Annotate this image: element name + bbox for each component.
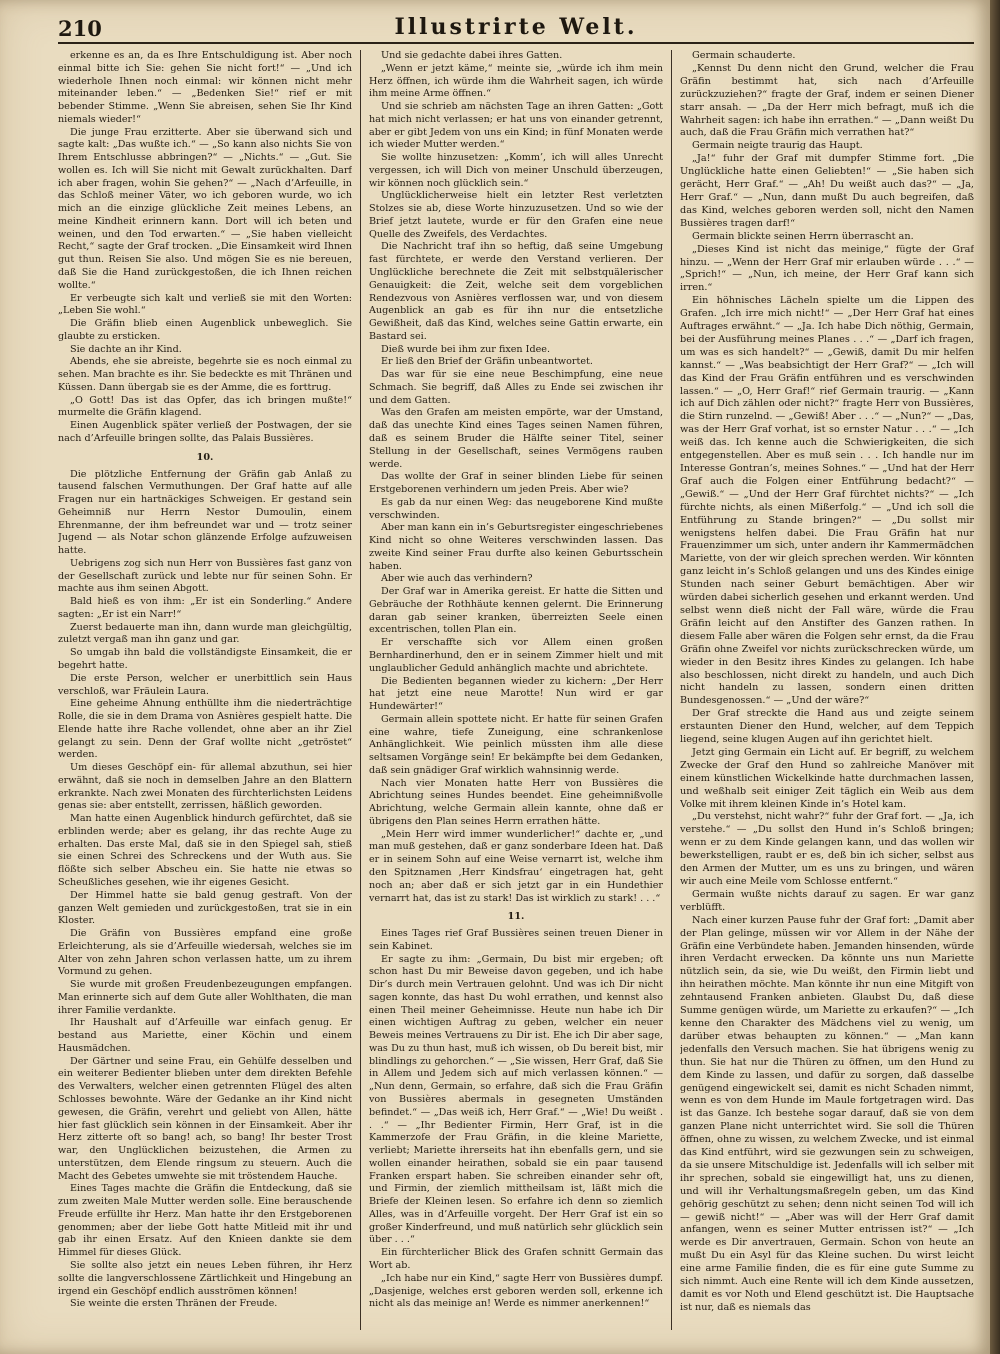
paragraph: Die Bedienten begannen wieder zu kichern: „Der Herr hat jetzt eine neue Marotte! Nun wird er gar Hundewärter!“ <box>369 675 663 713</box>
page-number: 210 <box>58 16 102 41</box>
paragraph: Sie sollte also jetzt ein neues Leben führen, ihr Herz sollte die langverschlossene Zärtlichkeit und Hingebung an irgend ein Geschöpf endlich ausströmen können! <box>58 1259 352 1297</box>
paragraph: „Mein Herr wird immer wunderlicher!“ dachte er, „und man muß gestehen, daß er ganz sonderbare Ideen hat. Daß er in seinem Sohn auf eine Weise vernarrt ist, welche ihm den Spitznamen ‚Herr Kindsfrau‘ eingetragen hat, geht noch an; aber daß er sich jetzt gar in ein Hundethier vernarrt hat, das ist zu stark! Das ist wirklich zu stark! . . .“ <box>369 828 663 904</box>
paragraph: erkenne es an, da es Ihre Entschuldigung ist. Aber noch einmal bitte ich Sie: gehen Sie nicht fort!“ — „Und ich wiederhole Ihnen noch einmal: wir können nicht mehr miteinander leben.“ — „Bedenken Sie!“ rief er mit bebender Stimme. „Wenn Sie abreisen, sehen Sie Ihr Kind niemals wieder!“ <box>58 50 352 125</box>
paragraph: „Wenn er jetzt käme,“ meinte sie, „würde ich ihm mein Herz öffnen, ich würde ihm die Wahrheit sagen, ich würde ihm meine Arme öffnen.“ <box>369 62 663 100</box>
paragraph: Der Himmel hatte sie bald genug gestraft. Von der ganzen Welt gemieden und zurückgestoßen, trat sie in ein Kloster. <box>58 889 352 927</box>
paragraph: Um dieses Geschöpf ein- für allemal abzuthun, sei hier erwähnt, daß sie noch in demselben Jahre an den Blattern erkrankte. Nach zwei Monaten des fürchterlichsten Leidens genas sie: aber entstellt, zerrissen, häßlich geworden. <box>58 762 352 812</box>
paragraph: Zuerst bedauerte man ihn, dann wurde man gleichgültig, zuletzt vergaß man ihn ganz und gar. <box>58 621 352 646</box>
paragraph: Eines Tages rief Graf Bussières seinen treuen Diener in sein Kabinet. <box>369 928 663 952</box>
paragraph: Germain neigte traurig das Haupt. <box>692 140 863 152</box>
paragraph: Und sie gedachte dabei ihres Gatten. <box>381 50 563 61</box>
paragraph: Bald hieß es von ihm: „Er ist ein Sonderling.“ Andere sagten: „Er ist ein Narr!“ <box>58 596 352 620</box>
paragraph: „Du verstehst, nicht wahr?“ fuhr der Graf fort. — „Ja, ich verstehe.“ — „Du sollst den Hund in’s Schloß bringen; wenn er zu dem Kinde gelangen kann, und das wollen wir bewerkstelligen, raubt er es, deß bin ich sicher, selbst aus den Armen der Mutter, um es uns zu bringen, und wären wir auch eine Meile vom Schlosse entfernt.“ <box>680 811 974 887</box>
paragraph: Eines Tages machte die Gräfin die Entdeckung, daß sie zum zweiten Male Mutter werden solle. Eine berauschende Freude erfüllte ihr Herz. Man hatte ihr den Erstgeborenen genommen; aber der liebe Gott hatte Mitleid mit ihr und gab ihr einen Ersatz. Auf den Knieen dankte sie dem Himmel für dieses Glück. <box>58 1183 352 1259</box>
paragraph: Unglücklicherweise hielt ein letzter Rest verletzten Stolzes sie ab, diese Worte hinzuzusetzen. Und so wie der Brief jetzt lautete, wurde er für den Grafen eine neue Quelle des Zweifels, des Verdachtes. <box>369 190 663 240</box>
paragraph: „Ich habe nur ein Kind,“ sagte Herr von Bussières dumpf. „Dasjenige, welches erst geboren werden soll, erkenne ich nicht als das meinige an! Werde es nimmer anerkennen!“ <box>369 1272 663 1310</box>
page-header <box>58 14 974 44</box>
paragraph: Die Nachricht traf ihn so heftig, daß seine Umgebung fast fürchtete, er werde den Verstand verlieren. Der Unglückliche berechnete die Zeit mit selbstquälerischer Genauigkeit: die Zeit, welche seit dem vorgeblichen Rendezvous von Asnières verflossen war, und von diesem Augenblick an gab es für ihn nur die entsetzliche Gewißheit, daß das Kind, welches seine Gattin erwarte, ein Bastard sei. <box>369 241 663 342</box>
paragraph: Ein fürchterlicher Blick des Grafen schnitt Germain das Wort ab. <box>369 1247 663 1271</box>
paragraph: Germain allein spottete nicht. Er hatte für seinen Grafen eine wahre, tiefe Zuneigung, eine schrankenlose Anhänglichkeit. Wie peinlich müssten ihm alle diese seltsamen Vorgänge sein! Er bekämpfte bei dem Gedanken, daß sein gnädiger Graf wirklich wahnsinnig werde. <box>369 713 663 776</box>
paragraph: Was den Grafen am meisten empörte, war der Umstand, daß das unechte Kind eines Tages seinen Namen führen, daß es seinem Bruder die Hälfte seiner Titel, seiner Stellung in der Gesellschaft, seines Vermögens rauben werde. <box>369 407 663 470</box>
column-divider <box>671 50 672 1330</box>
paragraph: Der Gärtner und seine Frau, ein Gehülfe desselben und ein weiterer Bedienter blieben unter dem direkten Befehle des Verwalters, welcher einen getrennten Flügel des alten Schlosses bewohnte. Wäre der Gedanke an ihr Kind nicht gewesen, die Gräfin, verehrt und geliebt von Allen, hätte hier fast glücklich sein können in der Einsamkeit. Aber ihr Herz zitterte oft so bang! ach, so bang! Ihr bester Trost war, den Unglücklichen beizustehen, die Armen zu unterstützen, dem Elende ringsum zu steuern. Auch die Macht des Gebetes umwehte sie mit tröstendem Hauche. <box>58 1055 352 1182</box>
paragraph: Abends, ehe sie abreiste, begehrte sie es noch einmal zu sehen. Man brachte es ihr. Sie bedeckte es mit Thränen und Küssen. Dann übergab sie es der Amme, die es forttrug. <box>58 356 352 393</box>
paragraph: Der Graf streckte die Hand aus und zeigte seinem erstaunten Diener den Hund, welcher, auf dem Teppich liegend, seine klugen Augen auf ihn gerichtet hielt. <box>680 708 974 746</box>
paragraph: So umgab ihn bald die vollständigste Einsamkeit, die er begehrt hatte. <box>58 647 352 671</box>
text-columns <box>58 50 974 1330</box>
column-divider <box>360 50 361 1330</box>
paragraph: Uebrigens zog sich nun Herr von Bussières fast ganz von der Gesellschaft zurück und lebte nur für seinen Sohn. Er machte aus ihm seinen Abgott. <box>58 557 352 595</box>
paragraph: Die erste Person, welcher er unerbittlich sein Haus verschloß, war Fräulein Laura. <box>58 672 352 697</box>
paragraph: „Kennst Du denn nicht den Grund, welcher die Frau Gräfin bestimmt hat, sich nach d’Arfeuille zurückzuziehen?“ fragte der Graf, indem er seinen Diener starr ansah. — „Da der Herr mich befragt, muß ich die Wahrheit sagen: ich habe ihn errathen.“ — „Dann weißt Du auch, daß die Frau Gräfin mich verrathen hat?“ <box>680 62 974 139</box>
paragraph: Ein höhnisches Lächeln spielte um die Lippen des Grafen. „Ich irre mich nicht!“ — „Der Herr Graf hat eines Auftrages erwähnt.“ — „Ja. Ich habe Dich nöthig, Germain, bei der Ausführung meines Planes . . .“ — „Darf ich fragen, um was es sich handelt?“ — „Gewiß, damit Du mir helfen kannst.“ — „Was beabsichtigt der Herr Graf?“ — „Ich will das Kind der Frau Gräfin entführen und es verschwinden lassen.“ — „O, Herr Graf!“ rief Germain traurig. — „Kann ich auf Dich zählen oder nicht?“ fragte Herr von Bussières, die Stirn runzelnd. — „Gewiß! Aber . . .“ — „Nun?“ — „Das, was der Herr Graf vorhat, ist so ernster Natur . . .“ — „Ich weiß das. Ich kenne auch die Schwierigkeiten, die sich entgegenstellen. Aber es muß sein . . . Ich handle nur im Interesse Gontran’s, meines Sohnes.“ — „Und hat der Herr Graf auch die Folgen einer Entführung bedacht?“ — „Gewiß.“ — „Und der Herr Graf fürchtet nichts?“ — „Ich fürchte nichts, als einen Mißerfolg.“ — „Und ich soll die Entführung zu Stande bringen?“ — „Du sollst mir wenigstens helfen dabei. Die Frau Gräfin hat nur Frauenzimmer um sich, unter andern ihr Kammermädchen Mariette, von der wir gleich sprechen werden. Wir könnten ganz leicht in’s Schloß gelangen und uns des Kindes einige Stunden nach seiner Geburt bemächtigen. Aber wir würden dabei sicherlich gesehen und erkannt werden. Und selbst wenn dieß nicht der Fall wäre, würde die Frau Gräfin leicht auf den Anstifter des Ganzen rathen. In diesem Falle aber wären die Folgen sehr ernst, da die Frau Gräfin ohne Zweifel vor nichts zurückschrecken würde, um wieder in den Besitz ihres Kindes zu gelangen. Ich habe also beschlossen, nicht direkt zu handeln, und auch Dich nicht handeln zu lassen, sondern einen dritten Bundesgenossen.“ — „Und der wäre?“ <box>680 295 974 707</box>
paragraph: „O Gott! Das ist das Opfer, das ich bringen mußte!“ murmelte die Gräfin klagend. <box>58 394 352 419</box>
paragraph: Jetzt ging Germain ein Licht auf. Er begriff, zu welchem Zwecke der Graf den Hund so zahlreiche Manöver mit einem künstlichen Wickelkinde hatte durchmachen lassen, und weßhalb seit einiger Zeit täglich ein Weib aus dem Volke mit ihrem kleinen Kinde in’s Hotel kam. <box>680 746 974 810</box>
paragraph: Er ließ den Brief der Gräfin unbeantwortet. <box>381 356 593 368</box>
paragraph: Die Gräfin blieb einen Augenblick unbeweglich. Sie glaubte zu ersticken. <box>58 318 352 342</box>
paragraph: Sie wurde mit großen Freudenbezeugungen empfangen. Man erinnerte sich auf dem Gute aller Wohlthaten, die man ihrer Familie verdankte. <box>58 979 352 1016</box>
paragraph: Die junge Frau erzitterte. Aber sie überwand sich und sagte kalt: „Das wußte ich.“ — „So kann also nichts Sie von Ihrem Entschlusse abbringen?“ — „Nichts.“ — „Gut. Sie wollen es. Ich will Sie nicht mit Gewalt zurückhalten. Darf ich aber fragen, wohin Sie gehen?“ — „Nach d’Arfeuille, in das Schloß meiner Väter, wo ich geboren wurde, wo ich mich an die einzige glückliche Zeit meines Lebens, an meine Kindheit erinnern kann. Dort will ich beten und weinen, und den Tod erwarten.“ — „Sie haben vielleicht Recht,“ sagte der Graf trocken. „Die Einsamkeit wird Ihnen gut thun. Reisen Sie also. Und mögen Sie es nie bereuen, daß Sie die Hand zurückgestoßen, die ich Ihnen reichen wollte.“ <box>58 126 352 291</box>
paragraph: „Dieses Kind ist nicht das meinige,“ fügte der Graf hinzu. — „Wenn der Herr Graf mir erlauben würde . . .“ — „Sprich!“ — „Nun, ich meine, der Herr Graf kann sich irren.“ <box>680 243 974 294</box>
paragraph: Die plötzliche Entfernung der Gräfin gab Anlaß zu tausend falschen Vermuthungen. Der Graf hatte auf alle Fragen nur ein hartnäckiges Schweigen. Er gestand sein Geheimniß nur Herrn Nestor Dumoulin, einem Ehrenmanne, der ihm befreundet war und — trotz seiner Jugend — als Notar schon glänzende Erfolge aufzuweisen hatte. <box>58 468 352 557</box>
paragraph: Sie wollte hinzusetzen: „Komm’, ich will alles Unrecht vergessen, ich will Dich von meiner Unschuld überzeugen, wir können noch glücklich sein.“ <box>369 152 663 189</box>
paragraph: Es gab da nur einen Weg: das neugeborene Kind mußte verschwinden. <box>369 496 663 521</box>
paragraph: Nach vier Monaten hatte Herr von Bussières die Abrichtung seines Hundes beendet. Eine geheimnißvolle Abrichtung, welche Germain allein kannte, ohne daß er übrigens den Plan seines Herrn errathen hätte. <box>369 777 663 827</box>
paragraph: Dieß wurde bei ihm zur fixen Idee. <box>381 343 550 355</box>
paragraph: Nach einer kurzen Pause fuhr der Graf fort: „Damit aber der Plan gelinge, müssen wir vor Allem in der Nähe der Gräfin eine Verbündete haben. Jemanden hinsenden, würde ihren Verdacht erwecken. Da könnte uns nun Mariette nützlich sein, da sie, wie Du weißt, den Firmin liebt und ihn heirathen möchte. Man könnte ihr nun eine Mitgift von zehntausend Franken anbieten. Glaubst Du, daß diese Summe genügen würde, um Mariette zu erkaufen?“ — „Ich kenne den Charakter des Mädchens viel zu wenig, um darüber etwas behaupten zu können.“ — „Man kann jedenfalls den Versuch machen. Sie hat übrigens wenig zu thun. Sie hat nur die Thüren zu öffnen, um den Hund zu dem Kinde zu lassen, und dafür zu sorgen, daß dasselbe genügend eingewickelt sei, damit es nicht Schaden nimmt, wenn es von dem Hunde im Maule fortgetragen wird. Das ist das Ganze. Ich bestehe sogar darauf, daß sie von dem ganzen Plane nicht unterrichtet wird. Sie soll die Thüren öffnen, ohne zu wissen, zu welchem Zwecke, und ist einmal das Kind entführt, wird sie gezwungen sein zu schweigen, da sie unsere Mitschuldige ist. Jedenfalls will ich selber mit ihr sprechen, sobald sie eingewilligt hat, uns zu dienen, und will ihr Verhaltungsmaßregeln geben, um das Kind gehörig geschützt zu sehen; denn nicht seinen Tod will ich — gewiß nicht!“ — „Aber was will der Herr Graf damit anfangen, wenn es seiner Mutter entrissen ist?“ — „Ich werde es Dir anvertrauen, Germain. Schon von heute an mußt Du ein Asyl für das Kleine suchen. Du wirst leicht eine arme Familie finden, die es für eine gute Summe zu sich nimmt. Auch eine Rente will ich dem Kinde aussetzen, damit es vor Noth und Elend geschützt ist. Die Hauptsache ist nur, daß es niemals das <box>680 914 974 1313</box>
paragraph: „Ja!“ fuhr der Graf mit dumpfer Stimme fort. „Die Unglückliche hatte einen Geliebten!“ — „Sie haben sich gerächt, Herr Graf.“ — „Ah! Du weißt auch das?“ — „Ja, Herr Graf.“ — „Nun, dann mußt Du auch begreifen, daß das Kind, welches geboren werden soll, nicht den Namen Bussières tragen darf!“ <box>680 153 974 229</box>
paragraph: Das war für sie eine neue Beschimpfung, eine neue Schmach. Sie begriff, daß Alles zu Ende sei zwischen ihr und dem Gatten. <box>369 369 663 406</box>
paragraph: Sie weinte die ersten Thränen der Freude. <box>70 1298 278 1310</box>
paragraph: Er verschaffte sich vor Allem einen großen Bernhardinerhund, den er in seinem Zimmer hielt und mit unglaublicher Geduld anhänglich machte und abrichtete. <box>369 637 663 674</box>
column-middle <box>369 50 663 1330</box>
paragraph: Germain schauderte. <box>692 50 796 61</box>
paragraph: Sie dachte an ihr Kind. <box>70 343 182 355</box>
paragraph: Einen Augenblick später verließ der Postwagen, der sie nach d’Arfeuille bringen sollte, das Palais Bussières. <box>58 420 352 444</box>
paragraph: Und sie schrieb am nächsten Tage an ihren Gatten: „Gott hat mich nicht verlassen; er hat uns von einander getrennt, aber er gibt Jedem von uns ein Kind; in fünf Monaten werde ich wieder Mutter werden.“ <box>369 101 663 151</box>
paragraph: Germain wußte nichts darauf zu sagen. Er war ganz verblüfft. <box>680 888 974 913</box>
paragraph: Germain blickte seinen Herrn überrascht an. <box>692 230 914 242</box>
paragraph: Aber wie auch das verhindern? <box>381 573 533 585</box>
paragraph: Er verbeugte sich kalt und verließ sie mit den Worten: „Leben Sie wohl.“ <box>58 292 352 317</box>
masthead-title: Illustrirte Welt. <box>394 14 638 40</box>
column-left <box>58 50 352 1330</box>
book-binding-edge <box>990 0 1000 1354</box>
paragraph: Eine geheime Ahnung enthüllte ihm die niederträchtige Rolle, die sie in dem Drama von Asnières gespielt hatte. Die Elende hatte ihre Rache vollendet, ohne aber an ihr Ziel gelangt zu sein. Denn der Graf wollte nicht „getröstet“ werden. <box>58 698 352 761</box>
paragraph: Das wollte der Graf in seiner blinden Liebe für seinen Erstgeborenen verhindern um jeden Preis. Aber wie? <box>369 471 663 496</box>
paragraph: Man hatte einen Augenblick hindurch gefürchtet, daß sie erblinden werde; aber es gelang, ihr das rechte Auge zu erhalten. Das erste Mal, daß sie in den Spiegel sah, stieß sie einen Schrei des Schreckens und der Wuth aus. Sie flößte sich selber Abscheu ein. Sie hatte nie etwas so Scheußliches gesehen, wie ihr eigenes Gesicht. <box>58 813 352 888</box>
section-number: 10. <box>196 451 214 463</box>
paragraph: Aber man kann ein in’s Geburtsregister eingeschriebenes Kind nicht so ohne Weiteres verschwinden lassen. Das zweite Kind seiner Frau durfte also keinen Geburtsschein haben. <box>369 522 663 572</box>
paragraph: Die Gräfin von Bussières empfand eine große Erleichterung, als sie d’Arfeuille wiedersah, welches sie im Alter von zehn Jahren schon verlassen hatte, um zu ihrem Vormund zu gehen. <box>58 928 352 978</box>
paragraph: Ihr Haushalt auf d’Arfeuille war einfach genug. Er bestand aus Mariette, einer Köchin und einem Hausmädchen. <box>58 1017 352 1054</box>
paragraph: Er sagte zu ihm: „Germain, Du bist mir ergeben; oft schon hast Du mir Beweise davon gegeben, und ich habe Dir’s durch mein Vertrauen gelohnt. Und was ich Dir nicht sagen konnte, das hast Du wohl errathen, und kennst also einen Theil meiner Geheimnisse. Heute nun habe ich Dir einen wichtigen Auftrag zu geben, welcher ein neuer Beweis meines Vertrauens zu Dir ist. Ehe ich Dir aber sage, was Du zu thun hast, muß ich wissen, ob Du bereit bist, mir blindlings zu gehorchen.“ — „Sie wissen, Herr Graf, daß Sie in Allem und Jedem sich auf mich verlassen können.“ — „Nun denn, Germain, so erfahre, daß sich die Frau Gräfin von Bussières abermals in gesegneten Umständen befindet.“ — „Das weiß ich, Herr Graf.“ — „Wie! Du weißt . . .“ — „Ihr Bedienter Firmin, Herr Graf, ist in die Kammerzofe der Frau Gräfin, in die kleine Mariette, verliebt; Mariette ihrerseits hat ihn ebenfalls gern, und sie wollen einander heirathen, sobald sie ein paar tausend Franken erspart haben. Sie schreiben einander sehr oft, und Firmin, der ziemlich mittheilsam ist, läßt mich die Briefe der Kleinen lesen. So erfahre ich denn so ziemlich Alles, was in d’Arfeuille vorgeht. Der Herr Graf ist ein so großer Kinderfreund, und muß natürlich sehr glücklich sein über . . .“ <box>369 953 663 1246</box>
section-number: 11. <box>507 911 525 923</box>
paragraph: Der Graf war in Amerika gereist. Er hatte die Sitten und Gebräuche der Rothhäute kennen gelernt. Die Erinnerung daran gab seiner kranken, überreizten Seele einen excentrischen, tollen Plan ein. <box>369 586 663 636</box>
column-right <box>680 50 974 1330</box>
